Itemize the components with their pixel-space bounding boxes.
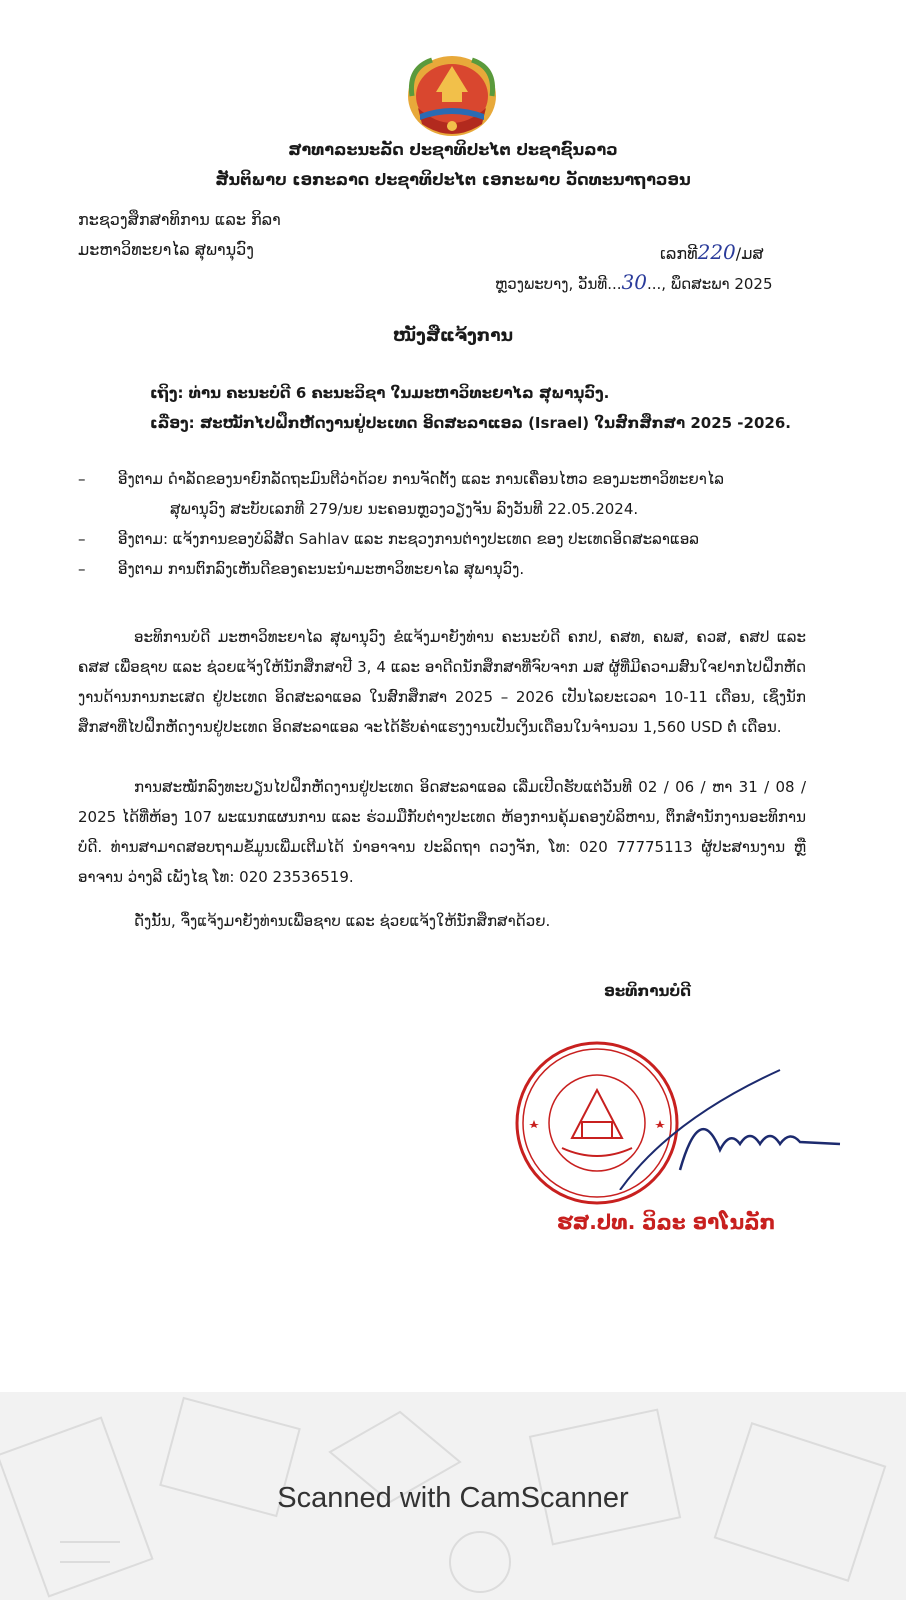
place-date-suffix: ..., ພຶດສະພາ 2025 bbox=[646, 275, 773, 293]
document-number-label: ເລກທີ bbox=[660, 244, 698, 263]
national-header-line1: ສາທາລະນະລັດ ປະຊາທິປະໄຕ ປະຊາຊົນລາວ bbox=[288, 140, 618, 159]
document-number-suffix: /ມສ bbox=[735, 244, 764, 263]
handwritten-signature bbox=[610, 1040, 850, 1190]
bullet-dash: – bbox=[78, 530, 86, 548]
body-paragraph-3: ດັ່ງນັ້ນ, ຈຶ່ງແຈ້ງມາຍັງທ່ານເພື່ອຊາບ ແລະ ຊ່ວຍແຈ້ງໃຫ້ນັກສຶກສາດ້ວຍ. bbox=[134, 912, 551, 930]
subject-line: ເລື່ອງ: ສະໝັກໄປຝຶກຫັດງານຢູ່ປະເທດ ອິດສະລາແອລ (Israel) ໃນສົກສຶກສາ 2025 -2026. bbox=[150, 414, 791, 432]
document-title: ໜັງສືແຈ້ງການ bbox=[392, 326, 514, 346]
reference-1-line1: ອີງຕາມ ດຳລັດຂອງນາຍົກລັດຖະມົນຕີວ່າດ້ວຍ ການຈັດຕັ້ງ ແລະ ການເຄື່ອນໄຫວ ຂອງມະຫາວິທະຍາໄລ bbox=[118, 470, 724, 488]
document-number bbox=[660, 240, 764, 264]
place-date-prefix: ຫຼວງພະບາງ, ວັນທີ... bbox=[495, 275, 622, 293]
ministry-name: ກະຊວງສຶກສາທິການ ແລະ ກິລາ bbox=[78, 210, 281, 229]
university-name: ມະຫາວິທະຍາໄລ ສຸພານຸວົງ bbox=[78, 240, 254, 259]
signatory-title: ອະທິການບໍດີ bbox=[604, 982, 691, 1000]
bullet-dash: – bbox=[78, 470, 86, 488]
signatory-name: ຮສ.ປທ. ວິລະ ອາໂນລັກ bbox=[557, 1210, 776, 1234]
reference-3: ອີງຕາມ ການຕົກລົງເຫັນດີຂອງຄະນະນຳມະຫາວິທະຍາໄລ ສຸພານຸວົງ. bbox=[118, 560, 525, 578]
body-paragraph-1: ອະທິການບໍດີ ມະຫາວິທະຍາໄລ ສຸພານຸວົງ ຂໍແຈ້ງມາຍັງທ່ານ ຄະນະບໍດີ ຄກປ, ຄສທ, ຄພສ, ຄວສ, ຄສປ ແລະ ຄສສ ເພື່ອຊາບ ແລະ ຊ່ວຍແຈ້ງໃຫ້ນັກສຶກສາປີ 3, 4 ແລະ ອາດີດນັກສຶກສາທີ່ຈົບຈາກ ມສ ຜູ້ທີ່ມີຄວາມສົນໃຈຢາກໄປຝຶກຫັດງານດ້ານການກະເສດ ຢູ່ປະເທດ ອິດສະລາແອລ ໃນສົກສຶກສາ 2025 – 2026 ເປັນໄລຍະເວລາ 10-11 ເດືອນ, ເຊິ່ງນັກສຶກສາທີ່ໄປຝຶກຫັດງານຢູ່ປະເທດ ອິດສະລາແອລ ຈະໄດ້ຮັບຄ່າແຮງງານເປັນເງິນເດືອນໃນຈຳນວນ 1,560 USD ຕໍ່ ເດືອນ. bbox=[78, 628, 806, 736]
camscanner-label: Scanned with CamScanner bbox=[277, 1482, 629, 1514]
place-and-date bbox=[495, 270, 773, 294]
recipient-line: ເຖິງ: ທ່ານ ຄະນະບໍດີ 6 ຄະນະວິຊາ ໃນມະຫາວິທະຍາໄລ ສຸພານຸວົງ. bbox=[150, 384, 610, 402]
scanner-watermark-footer bbox=[0, 1392, 906, 1600]
bullet-dash: – bbox=[78, 560, 86, 578]
reference-2: ອີງຕາມ: ແຈ້ງການຂອງບໍລິສັດ Sahlav ແລະ ກະຊວງການຕ່າງປະເທດ ຂອງ ປະເທດອິດສະລາແອລ bbox=[118, 530, 700, 548]
document-number-value: 220 bbox=[697, 240, 736, 264]
date-day: 30 bbox=[621, 270, 647, 294]
national-motto: ສັນຕິພາບ ເອກະລາດ ປະຊາທິປະໄຕ ເອກະພາບ ວັດທະນາຖາວອນ bbox=[215, 170, 691, 189]
lao-national-emblem bbox=[398, 48, 506, 140]
reference-1-line2: ສຸພານຸວົງ ສະບັບເລກທີ 279/ນຍ ນະຄອນຫຼວງວຽງຈັນ ລົງວັນທີ 22.05.2024. bbox=[170, 500, 639, 518]
body-paragraph-2: ການສະໝັກລົງທະບຽນໄປຝຶກຫັດງານຢູ່ປະເທດ ອິດສະລາແອລ ເລີ່ມເປີດຮັບແຕ່ວັນທີ 02 / 06 / ຫາ 31 / 08 / 2025 ໄດ້ທີ່ຫ້ອງ 107 ພະແນກແຜນການ ແລະ ຮ່ວມມືກັບຕ່າງປະເທດ ຫ້ອງການຄຸ້ມຄອງບໍລິຫານ, ຕຶກສຳນັກງານອະທິການບໍດີ. ທ່ານສາມາດສອບຖາມຂໍ້ມູນເພີ່ມເຕີມໄດ້ ນຳອາຈານ ປະລິດຖາ ດວງຈັກ, ໂທ: 020 77775113 ຜູ້ປະສານງານ ຫຼື ອາຈານ ວ່າງລີ ເພັງໄຊ ໂທ: 020 23536519. bbox=[78, 778, 806, 886]
